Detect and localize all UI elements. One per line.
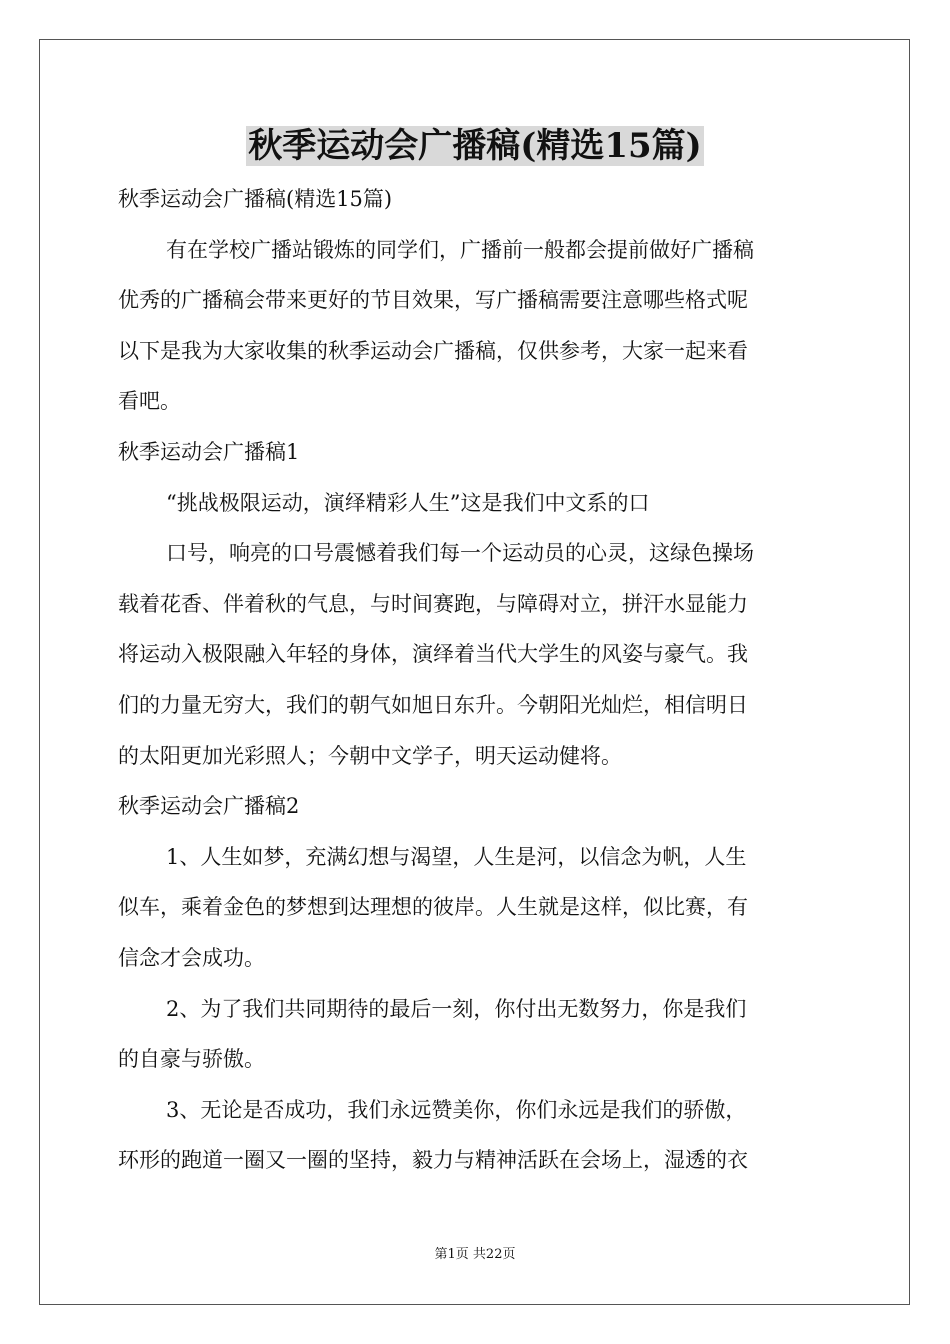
text-line: 们的力量无穷大，我们的朝气如旭日东升。今朝阳光灿烂，相信明日: [118, 692, 748, 717]
text-line: 似车，乘着金色的梦想到达理想的彼岸。人生就是这样，似比赛，有: [118, 895, 748, 920]
text-line: 的太阳更加光彩照人；今朝中文学子，明天运动健将。: [118, 743, 622, 768]
document-title: [0, 124, 950, 168]
document-body: [118, 174, 834, 1186]
text-line: 载着花香、伴着秋的气息，与时间赛跑，与障碍对立，拼汗水显能力: [118, 591, 748, 616]
text-line: 的自豪与骄傲。: [118, 1047, 265, 1072]
text-line: 有在学校广播站锻炼的同学们，广播前一般都会提前做好广播稿: [166, 237, 754, 262]
text-line: 环形的跑道一圈又一圈的坚持，毅力与精神活跃在会场上，湿透的衣: [118, 1148, 748, 1173]
text-line: 3、无论是否成功，我们永远赞美你，你们永远是我们的骄傲，: [166, 1097, 747, 1122]
text-line: 将运动入极限融入年轻的身体，演绎着当代大学生的风姿与豪气。我: [118, 642, 748, 667]
text-line: 以下是我为大家收集的秋季运动会广播稿，仅供参考，大家一起来看: [118, 338, 748, 363]
text-line: 看吧。: [118, 389, 181, 414]
page-footer: 第1页 共22页: [434, 1247, 516, 1262]
text-line: 2、为了我们共同期待的最后一刻，你付出无数努力，你是我们: [166, 996, 747, 1021]
document-title-text: 秋季运动会广播稿(精选15篇): [248, 126, 702, 166]
text-line: 优秀的广播稿会带来更好的节目效果，写广播稿需要注意哪些格式呢: [118, 288, 748, 313]
text-line: 口号，响亮的口号震憾着我们每一个运动员的心灵，这绿色操场: [166, 541, 754, 566]
text-line: 秋季运动会广播稿2: [118, 794, 300, 819]
text-line: 信念才会成功。: [118, 945, 265, 970]
text-line: 1、人生如梦，充满幻想与渴望，人生是河，以信念为帆，人生: [166, 844, 747, 869]
text-line: 秋季运动会广播稿(精选15篇): [118, 187, 393, 211]
text-line: “挑战极限运动，演绎精彩人生”这是我们中文系的口: [166, 490, 650, 515]
text-line: 秋季运动会广播稿1: [118, 439, 300, 464]
